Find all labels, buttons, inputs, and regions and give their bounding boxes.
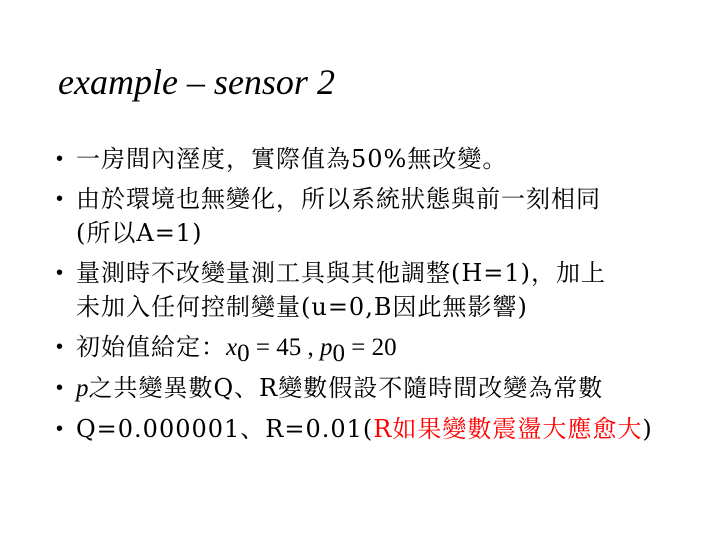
- bullet-marker: •: [56, 148, 65, 170]
- bullet-item-1: [52, 142, 692, 176]
- closing-paren: ): [642, 415, 653, 443]
- covariance-text: 之共變異數Q、R變數假設不隨時間改變為常數: [88, 374, 604, 402]
- noise-values-text: Q=0.000001、R=0.01(: [76, 415, 374, 443]
- slide-title: example – sensor 2: [58, 62, 335, 102]
- x-variable: x: [226, 334, 238, 361]
- bullet-marker: •: [56, 377, 65, 399]
- x-subscript: 0: [237, 339, 250, 367]
- bullet-item-5: [52, 371, 692, 406]
- initial-values-label: 初始值給定：: [76, 333, 226, 361]
- bullet-item-2: [52, 182, 692, 250]
- bullet-1-text: 一房間內溼度，實際值為50%無改變。: [76, 145, 508, 173]
- p-variable: p: [76, 375, 89, 402]
- bullet-5-line: [76, 371, 692, 406]
- highlight-note: R如果變數震盪大應愈大: [373, 415, 643, 443]
- bullet-2-line-2: (所以A=1): [76, 219, 203, 247]
- bullet-4-line: [76, 330, 692, 365]
- bullet-marker: •: [56, 262, 65, 284]
- p-subscript: 0: [332, 339, 345, 367]
- p-initial-value: = 20: [344, 334, 397, 361]
- bullet-item-4: [52, 330, 692, 365]
- bullet-marker: •: [56, 188, 65, 210]
- bullet-marker: •: [56, 418, 65, 440]
- x-initial-value: = 45 ,: [249, 334, 320, 361]
- bullet-list: [52, 142, 692, 452]
- bullet-3-line-2: 未加入任何控制變量(u=0,B因此無影響): [76, 293, 528, 321]
- bullet-item-3: [52, 256, 692, 324]
- p-variable: p: [319, 334, 333, 361]
- bullet-item-6: [52, 412, 692, 446]
- bullet-3-line-1: 量測時不改變量測工具與其他調整(H=1)，加上: [76, 259, 607, 287]
- bullet-marker: •: [56, 336, 65, 358]
- bullet-6-line: [76, 412, 692, 446]
- bullet-2-line-1: 由於環境也無變化，所以系統狀態與前一刻相同: [76, 185, 601, 213]
